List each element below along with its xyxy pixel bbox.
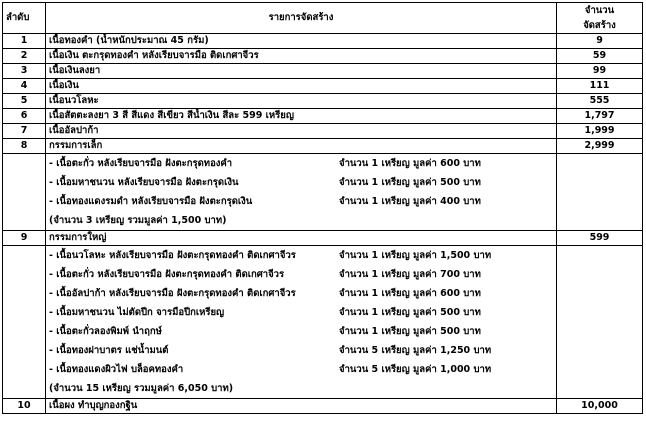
empty-cell bbox=[3, 246, 46, 399]
detail-desc: - เนื้อทองแดงผิวไฟ บล็อคทองคำ bbox=[49, 364, 184, 375]
detail-desc: - เนื้อตะกั่ว หลังเรียบจารมือ ฝังตะกรุดทองคำ bbox=[49, 158, 233, 169]
table-row bbox=[3, 34, 643, 49]
row-no: 7 bbox=[3, 124, 46, 139]
detail-summary: (จำนวน 15 เหรียญ รวมมูลค่า 6,050 บาท) bbox=[49, 383, 234, 394]
row-item: เนื้ออัลปาก้า bbox=[46, 124, 557, 139]
row-no: 4 bbox=[3, 79, 46, 94]
row-qty: 59 bbox=[557, 49, 643, 64]
row-qty: 555 bbox=[557, 94, 643, 109]
empty-cell bbox=[557, 154, 643, 231]
row-qty: 111 bbox=[557, 79, 643, 94]
row-qty: 10,000 bbox=[557, 399, 643, 414]
table-row bbox=[3, 49, 643, 64]
detail-desc: - เนื้อทองฝาบาตร แช่น้ำมนต์ bbox=[49, 345, 169, 356]
header-qty bbox=[557, 3, 643, 34]
table-row bbox=[3, 94, 643, 109]
detail-price: จำนวน 1 เหรียญ มูลค่า 500 บาท bbox=[339, 326, 481, 337]
detail-price: จำนวน 1 เหรียญ มูลค่า 700 บาท bbox=[339, 269, 481, 280]
header-no: ลำดับ bbox=[3, 3, 46, 34]
row-no: 8 bbox=[3, 139, 46, 154]
row-no: 5 bbox=[3, 94, 46, 109]
detail-item bbox=[49, 341, 553, 360]
table-row bbox=[3, 231, 643, 246]
row-qty: 99 bbox=[557, 64, 643, 79]
big-committee-details bbox=[46, 246, 557, 399]
row-no: 10 bbox=[3, 399, 46, 414]
detail-price: จำนวน 1 เหรียญ มูลค่า 500 บาท bbox=[339, 307, 481, 318]
detail-desc: - เนื้ออัลปาก้า หลังเรียบจารมือ ฝังตะกรุดทองคำ ติดเกศาจีวร bbox=[49, 288, 296, 299]
detail-item bbox=[49, 284, 553, 303]
detail-item bbox=[49, 360, 553, 379]
row-item: เนื้อทองคำ (น้ำหนักประมาณ 45 กรัม) bbox=[46, 34, 557, 49]
table-row bbox=[3, 139, 643, 154]
detail-price: จำนวน 1 เหรียญ มูลค่า 400 บาท bbox=[339, 196, 481, 207]
row-qty: 1,999 bbox=[557, 124, 643, 139]
detail-desc: - เนื้อตะกั่ว หลังเรียบจารมือ ฝังตะกรุดทองคำ ติดเกศาจีวร bbox=[49, 269, 285, 280]
detail-desc: - เนื้อตะกั่วลองพิมพ์ นำฤกษ์ bbox=[49, 326, 162, 337]
detail-desc: - เนื้อทองแดงรมดำ หลังเรียบจารมือ ฝังตะกรุดเงิน bbox=[49, 196, 253, 207]
row-no: 9 bbox=[3, 231, 46, 246]
big-committee-detail-row bbox=[3, 246, 643, 399]
detail-item bbox=[49, 303, 553, 322]
row-item: เนื้อเงิน bbox=[46, 79, 557, 94]
detail-item bbox=[49, 246, 553, 265]
table-row bbox=[3, 109, 643, 124]
small-committee-details bbox=[46, 154, 557, 231]
row-item: กรรมการเล็ก bbox=[46, 139, 557, 154]
detail-price: จำนวน 1 เหรียญ มูลค่า 1,500 บาท bbox=[339, 250, 492, 261]
row-item: กรรมการใหญ่ bbox=[46, 231, 557, 246]
small-committee-detail-row bbox=[3, 154, 643, 231]
row-qty: 599 bbox=[557, 231, 643, 246]
row-item: เนื้อนวโลหะ bbox=[46, 94, 557, 109]
row-qty: 9 bbox=[557, 34, 643, 49]
empty-cell bbox=[3, 154, 46, 231]
row-no: 6 bbox=[3, 109, 46, 124]
detail-price: จำนวน 5 เหรียญ มูลค่า 1,250 บาท bbox=[339, 345, 492, 356]
detail-item bbox=[49, 322, 553, 341]
detail-desc: - เนื้อนวโลหะ หลังเรียบจารมือ ฝังตะกรุดทองคำ ติดเกศาจีวร bbox=[49, 250, 296, 261]
detail-desc: - เนื้อมหาชนวน ไม่ตัดปีก จารมือปีกเหรียญ bbox=[49, 307, 225, 318]
detail-price: จำนวน 5 เหรียญ มูลค่า 1,000 บาท bbox=[339, 364, 492, 375]
table-row bbox=[3, 124, 643, 139]
row-qty: 1,797 bbox=[557, 109, 643, 124]
header-item: รายการจัดสร้าง bbox=[46, 3, 557, 34]
table-row bbox=[3, 79, 643, 94]
row-no: 2 bbox=[3, 49, 46, 64]
detail-item bbox=[49, 173, 553, 192]
detail-price: จำนวน 1 เหรียญ มูลค่า 600 บาท bbox=[339, 158, 481, 169]
empty-cell bbox=[557, 246, 643, 399]
detail-price: จำนวน 1 เหรียญ มูลค่า 600 บาท bbox=[339, 288, 481, 299]
header-row bbox=[3, 3, 643, 34]
detail-desc: - เนื้อมหาชนวน หลังเรียบจารมือ ฝังตะกรุดเงิน bbox=[49, 177, 239, 188]
detail-item bbox=[49, 192, 553, 211]
header-qty-line2: จัดสร้าง bbox=[583, 20, 616, 31]
row-item: เนื้อเงิน ตะกรุดทองคำ หลังเรียบจารมือ ติดเกศาจีวร bbox=[46, 49, 557, 64]
table-row bbox=[3, 399, 643, 414]
row-item: เนื้อผง ทำบุญกองกฐิน bbox=[46, 399, 557, 414]
header-qty-line1: จำนวน bbox=[584, 5, 615, 16]
row-item: เนื้อเงินลงยา bbox=[46, 64, 557, 79]
table-row bbox=[3, 64, 643, 79]
row-item: เนื้อสัตตะลงยา 3 สี สีแดง สีเขียว สีน้ำเงิน สีละ 599 เหรียญ bbox=[46, 109, 557, 124]
row-no: 1 bbox=[3, 34, 46, 49]
production-table bbox=[2, 2, 643, 414]
detail-item bbox=[49, 265, 553, 284]
row-no: 3 bbox=[3, 64, 46, 79]
detail-price: จำนวน 1 เหรียญ มูลค่า 500 บาท bbox=[339, 177, 481, 188]
row-qty: 2,999 bbox=[557, 139, 643, 154]
detail-summary: (จำนวน 3 เหรียญ รวมมูลค่า 1,500 บาท) bbox=[49, 215, 227, 226]
detail-item bbox=[49, 154, 553, 173]
